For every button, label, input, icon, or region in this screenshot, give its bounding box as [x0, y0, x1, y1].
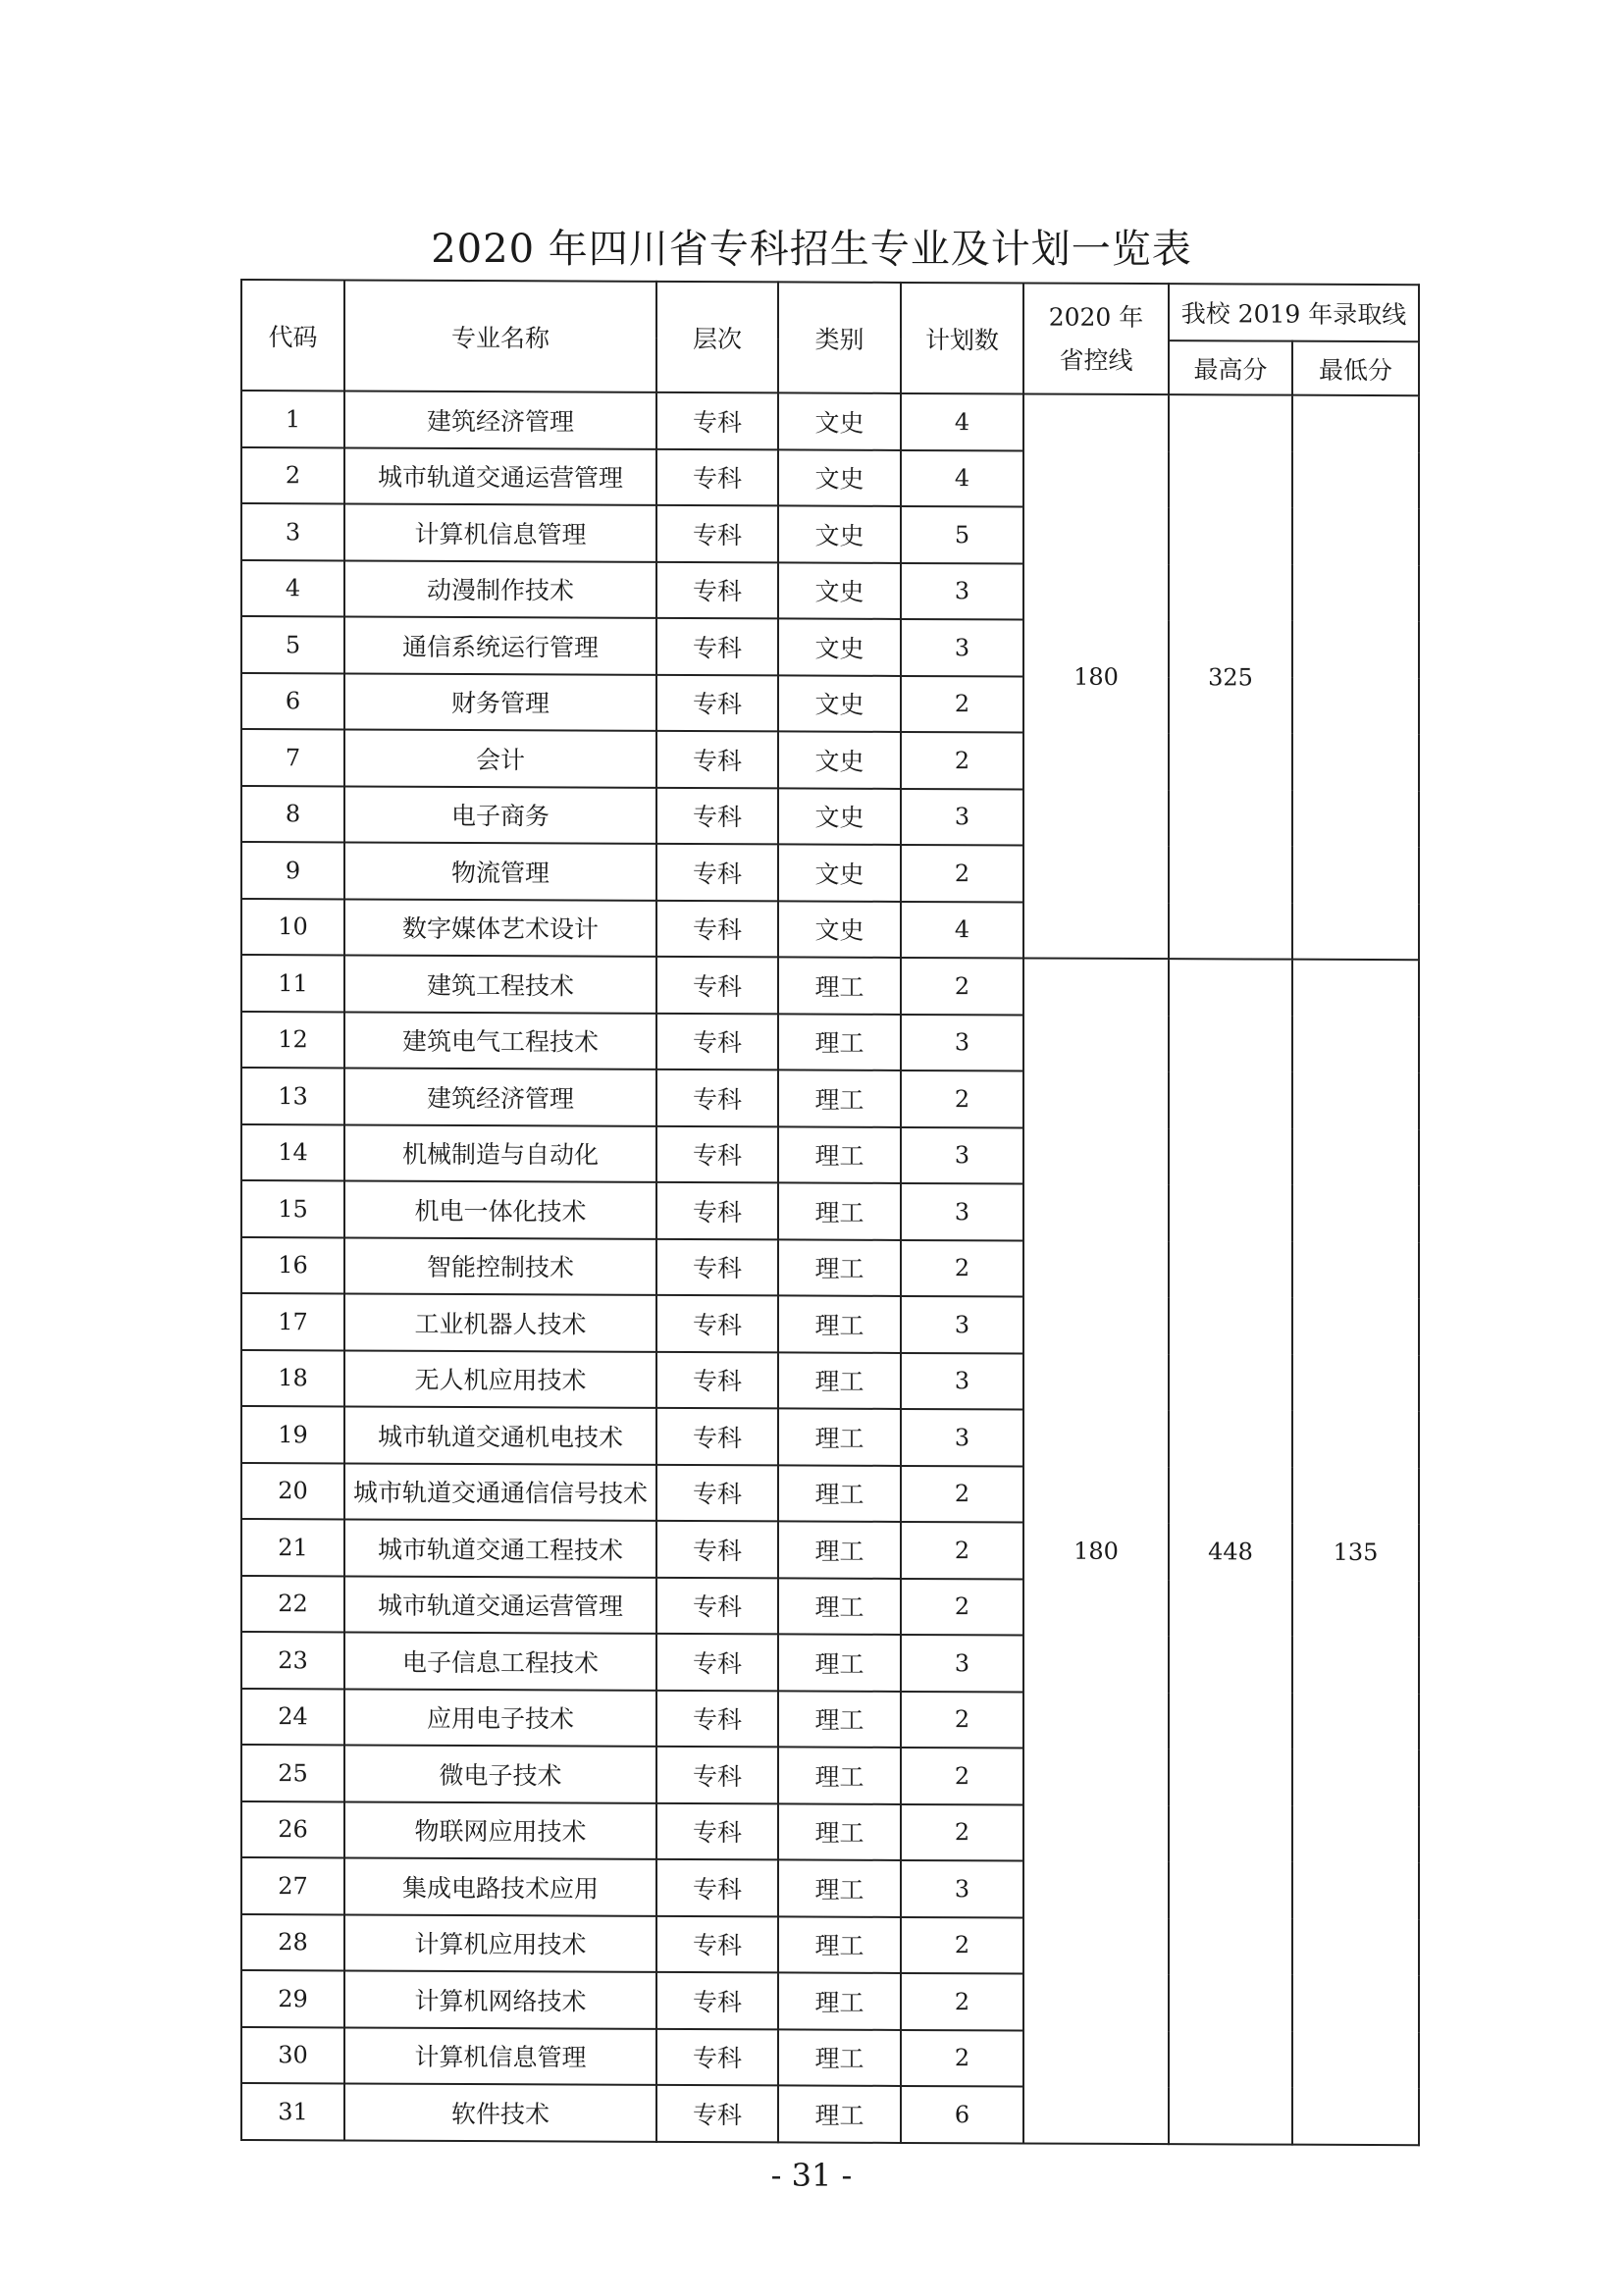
code-cell: 1 — [241, 391, 344, 447]
major-name-cell: 电子商务 — [344, 786, 656, 844]
code-cell: 20 — [241, 1463, 344, 1520]
table-row — [241, 391, 1419, 452]
code-cell: 19 — [241, 1406, 344, 1463]
level-cell: 专科 — [656, 392, 778, 449]
major-name-cell: 计算机信息管理 — [344, 2027, 656, 2085]
category-cell: 理工 — [778, 1634, 901, 1691]
level-cell: 专科 — [656, 1972, 778, 2029]
category-cell: 理工 — [778, 1747, 901, 1803]
highest-score-cell: 448 — [1169, 959, 1292, 2144]
plan-count-cell: 2 — [901, 1748, 1023, 1804]
document-title: 2020 年四川省专科招生专业及计划一览表 — [431, 227, 1192, 272]
level-cell: 专科 — [656, 1690, 778, 1747]
level-cell: 专科 — [656, 1577, 778, 1634]
code-cell: 3 — [241, 503, 344, 560]
major-name-cell: 软件技术 — [344, 2083, 656, 2141]
category-cell: 理工 — [778, 1295, 901, 1352]
level-cell: 专科 — [656, 505, 778, 562]
level-cell: 专科 — [656, 957, 778, 1014]
major-name-cell: 微电子技术 — [344, 1745, 656, 1802]
plan-count-cell: 2 — [901, 1916, 1023, 1973]
major-name-cell: 物联网应用技术 — [344, 1801, 656, 1859]
level-cell: 专科 — [656, 1915, 778, 1972]
level-cell: 专科 — [656, 1238, 778, 1295]
code-cell: 27 — [241, 1857, 344, 1914]
category-cell: 文史 — [778, 901, 901, 958]
header-level: 层次 — [656, 282, 778, 393]
plan-count-cell: 2 — [901, 675, 1023, 732]
code-cell: 4 — [241, 560, 344, 617]
header-admission-line-2019: 我校 2019 年录取线 — [1169, 284, 1419, 341]
major-name-cell: 机电一体化技术 — [344, 1180, 656, 1238]
plan-count-cell: 3 — [901, 1126, 1023, 1183]
major-name-cell: 建筑电气工程技术 — [344, 1012, 656, 1070]
major-name-cell: 动漫制作技术 — [344, 560, 656, 618]
header-plan-count: 计划数 — [901, 283, 1023, 394]
enrollment-plan-table — [240, 279, 1420, 2146]
category-cell: 理工 — [778, 1578, 901, 1635]
level-cell: 专科 — [656, 1802, 778, 1859]
category-cell: 文史 — [778, 562, 901, 619]
level-cell: 专科 — [656, 1295, 778, 1352]
level-cell: 专科 — [656, 1125, 778, 1182]
level-cell: 专科 — [656, 1408, 778, 1465]
control-line-cell: 180 — [1023, 958, 1169, 2143]
category-cell: 理工 — [778, 1126, 901, 1183]
header-category: 类别 — [778, 282, 901, 393]
level-cell: 专科 — [656, 900, 778, 957]
category-cell: 理工 — [778, 1408, 901, 1465]
category-cell: 理工 — [778, 1352, 901, 1409]
category-cell: 理工 — [778, 2029, 901, 2086]
major-name-cell: 财务管理 — [344, 673, 656, 731]
plan-count-cell: 3 — [901, 1183, 1023, 1240]
level-cell: 专科 — [656, 2085, 778, 2142]
code-cell: 24 — [241, 1689, 344, 1746]
category-cell: 理工 — [778, 1916, 901, 1973]
plan-count-cell: 2 — [901, 1973, 1023, 2030]
category-cell: 理工 — [778, 1859, 901, 1916]
control-line-cell: 180 — [1023, 393, 1169, 959]
plan-count-cell: 2 — [901, 1522, 1023, 1579]
level-cell: 专科 — [656, 844, 778, 901]
category-cell: 文史 — [778, 618, 901, 675]
code-cell: 7 — [241, 729, 344, 786]
category-cell: 文史 — [778, 505, 901, 562]
major-name-cell: 建筑工程技术 — [344, 955, 656, 1013]
major-name-cell: 建筑经济管理 — [344, 391, 656, 448]
category-cell: 理工 — [778, 1803, 901, 1860]
plan-count-cell: 3 — [901, 1352, 1023, 1409]
major-name-cell: 集成电路技术应用 — [344, 1857, 656, 1915]
major-name-cell: 城市轨道交通通信信号技术 — [344, 1463, 656, 1521]
level-cell: 专科 — [656, 1070, 778, 1126]
level-cell: 专科 — [656, 1013, 778, 1070]
category-cell: 文史 — [778, 788, 901, 845]
header-code: 代码 — [241, 280, 344, 391]
header-highest-score: 最高分 — [1169, 340, 1292, 395]
code-cell: 23 — [241, 1632, 344, 1689]
plan-count-cell: 2 — [901, 958, 1023, 1015]
major-name-cell: 智能控制技术 — [344, 1237, 656, 1295]
plan-count-cell: 2 — [901, 1239, 1023, 1296]
plan-count-cell: 4 — [901, 449, 1023, 506]
category-cell: 理工 — [778, 1465, 901, 1522]
code-cell: 21 — [241, 1519, 344, 1576]
level-cell: 专科 — [656, 2028, 778, 2085]
plan-count-cell: 2 — [901, 732, 1023, 789]
code-cell: 10 — [241, 899, 344, 956]
code-cell: 13 — [241, 1068, 344, 1124]
level-cell: 专科 — [656, 561, 778, 618]
code-cell: 16 — [241, 1237, 344, 1294]
page-number: - 31 - — [770, 2157, 853, 2194]
category-cell: 文史 — [778, 844, 901, 901]
level-cell: 专科 — [656, 1351, 778, 1408]
category-cell: 文史 — [778, 731, 901, 788]
level-cell: 专科 — [656, 674, 778, 731]
code-cell: 25 — [241, 1745, 344, 1801]
table-row — [241, 955, 1419, 1017]
code-cell: 18 — [241, 1350, 344, 1407]
plan-count-cell: 3 — [901, 1409, 1023, 1466]
category-cell: 文史 — [778, 675, 901, 732]
plan-count-cell: 3 — [901, 1014, 1023, 1070]
major-name-cell: 电子信息工程技术 — [344, 1632, 656, 1690]
category-cell: 理工 — [778, 1182, 901, 1239]
category-cell: 理工 — [778, 1521, 901, 1578]
header-lowest-score: 最低分 — [1292, 341, 1419, 396]
category-cell: 理工 — [778, 1691, 901, 1748]
major-name-cell: 物流管理 — [344, 842, 656, 900]
code-cell: 15 — [241, 1180, 344, 1237]
header-row — [241, 280, 1419, 341]
plan-count-cell: 2 — [901, 2029, 1023, 2086]
category-cell: 理工 — [778, 957, 901, 1014]
code-cell: 26 — [241, 1801, 344, 1858]
level-cell: 专科 — [656, 787, 778, 844]
header-major-name: 专业名称 — [344, 280, 656, 391]
plan-count-cell: 2 — [901, 1691, 1023, 1748]
level-cell: 专科 — [656, 448, 778, 505]
code-cell: 17 — [241, 1293, 344, 1350]
table-header — [241, 280, 1419, 395]
major-name-cell: 无人机应用技术 — [344, 1350, 656, 1408]
highest-score-cell: 325 — [1169, 394, 1292, 960]
lowest-score-cell — [1292, 395, 1419, 961]
major-name-cell: 应用电子技术 — [344, 1689, 656, 1747]
code-cell: 28 — [241, 1914, 344, 1971]
category-cell: 理工 — [778, 1070, 901, 1126]
major-name-cell: 会计 — [344, 729, 656, 787]
category-cell: 理工 — [778, 2085, 901, 2142]
major-name-cell: 城市轨道交通机电技术 — [344, 1406, 656, 1464]
plan-count-cell: 2 — [901, 1578, 1023, 1635]
table-body — [241, 391, 1419, 2145]
major-name-cell: 工业机器人技术 — [344, 1293, 656, 1351]
level-cell: 专科 — [656, 1521, 778, 1578]
plan-count-cell: 3 — [901, 788, 1023, 845]
plan-count-cell: 4 — [901, 393, 1023, 450]
plan-count-cell: 4 — [901, 901, 1023, 958]
plan-count-cell: 2 — [901, 1465, 1023, 1522]
major-name-cell: 通信系统运行管理 — [344, 616, 656, 674]
plan-count-cell: 3 — [901, 1635, 1023, 1692]
level-cell: 专科 — [656, 1464, 778, 1521]
code-cell: 8 — [241, 786, 344, 843]
plan-count-cell: 2 — [901, 1070, 1023, 1127]
level-cell: 专科 — [656, 1182, 778, 1239]
major-name-cell: 机械制造与自动化 — [344, 1124, 656, 1182]
level-cell: 专科 — [656, 1634, 778, 1691]
category-cell: 文史 — [778, 392, 901, 449]
category-cell: 理工 — [778, 1239, 901, 1296]
code-cell: 12 — [241, 1012, 344, 1069]
plan-count-cell: 6 — [901, 2086, 1023, 2143]
major-name-cell: 数字媒体艺术设计 — [344, 899, 656, 957]
level-cell: 专科 — [656, 1859, 778, 1916]
code-cell: 11 — [241, 955, 344, 1012]
major-name-cell: 城市轨道交通运营管理 — [344, 1576, 656, 1634]
header-control-line — [1023, 283, 1169, 394]
plan-count-cell: 5 — [901, 506, 1023, 563]
header-control-line-label: 省控线 — [1059, 345, 1133, 375]
category-cell: 理工 — [778, 1014, 901, 1070]
category-cell: 文史 — [778, 449, 901, 506]
code-cell: 30 — [241, 2027, 344, 2084]
plan-count-cell: 3 — [901, 619, 1023, 676]
code-cell: 5 — [241, 616, 344, 673]
level-cell: 专科 — [656, 1747, 778, 1803]
plan-count-cell: 3 — [901, 1860, 1023, 1917]
plan-count-cell: 2 — [901, 845, 1023, 902]
major-name-cell: 计算机信息管理 — [344, 503, 656, 561]
level-cell: 专科 — [656, 618, 778, 675]
code-cell: 14 — [241, 1124, 344, 1181]
code-cell: 2 — [241, 447, 344, 504]
major-name-cell: 城市轨道交通运营管理 — [344, 447, 656, 505]
level-cell: 专科 — [656, 731, 778, 788]
major-name-cell: 计算机网络技术 — [344, 1970, 656, 2028]
major-name-cell: 计算机应用技术 — [344, 1914, 656, 1972]
plan-count-cell: 3 — [901, 562, 1023, 619]
lowest-score-cell: 135 — [1292, 960, 1419, 2145]
category-cell: 理工 — [778, 1972, 901, 2029]
major-name-cell: 建筑经济管理 — [344, 1068, 656, 1125]
major-name-cell: 城市轨道交通工程技术 — [344, 1519, 656, 1577]
code-cell: 9 — [241, 842, 344, 899]
code-cell: 31 — [241, 2083, 344, 2140]
header-control-line-year: 2020 年 — [1048, 302, 1144, 332]
code-cell: 22 — [241, 1576, 344, 1633]
plan-count-cell: 2 — [901, 1803, 1023, 1860]
code-cell: 29 — [241, 1970, 344, 2027]
code-cell: 6 — [241, 673, 344, 730]
plan-count-cell: 3 — [901, 1296, 1023, 1353]
